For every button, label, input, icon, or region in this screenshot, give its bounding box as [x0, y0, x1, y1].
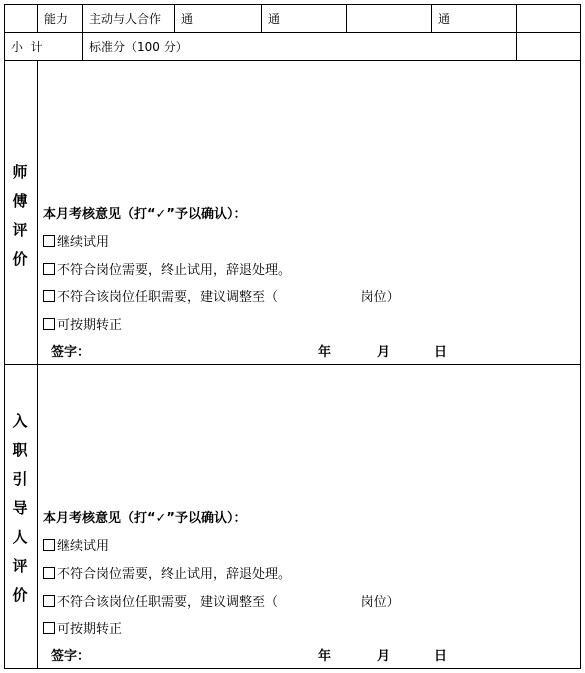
guide-year-label: 年	[318, 649, 332, 664]
mentor-char: 评	[12, 221, 28, 239]
mentor-option-transfer[interactable]	[43, 290, 400, 305]
guide-sign-label: 签字：	[51, 649, 91, 664]
rule-col-label	[37, 60, 38, 668]
option-label: 继续试用	[57, 539, 110, 554]
guide-char: 导	[12, 499, 28, 517]
option-label: 可按期转正	[57, 318, 123, 333]
guide-day-label: 日	[434, 649, 448, 664]
rule-col-c	[174, 4, 175, 32]
checkbox[interactable]	[43, 290, 55, 302]
mentor-year-label: 年	[318, 345, 332, 360]
guide-option-continue[interactable]	[43, 539, 109, 554]
rule-top	[4, 4, 581, 5]
guide-heading: 本月考核意见（打“✓”予以确认）：	[43, 511, 247, 526]
rule-col-e	[346, 4, 347, 32]
rule-col-f	[431, 4, 432, 32]
mentor-char: 傅	[12, 192, 28, 210]
mentor-option-continue[interactable]	[43, 235, 109, 250]
rule-right	[580, 4, 581, 669]
rule-col-d	[261, 4, 262, 32]
rule-section-divider	[4, 364, 581, 365]
subtotal-label: 小 计	[11, 40, 43, 54]
option-label: 不符合岗位需要，终止试用，辞退处理。	[57, 263, 292, 278]
checkbox[interactable]	[43, 595, 55, 607]
checkbox[interactable]	[43, 235, 55, 247]
guide-option-transfer[interactable]	[43, 595, 400, 610]
ability-cell-1: 通	[181, 12, 194, 26]
checkbox[interactable]	[43, 263, 55, 275]
checkbox[interactable]	[43, 622, 55, 634]
guide-char: 职	[12, 441, 28, 459]
option-label: 不符合岗位需要，终止试用，辞退处理。	[57, 567, 292, 582]
rule-bottom	[4, 668, 581, 669]
guide-char: 入	[12, 412, 28, 430]
checkbox[interactable]	[43, 567, 55, 579]
option-label: 不符合该岗位任职需要，建议调整至（ 岗位）	[57, 290, 400, 305]
guide-vertical-label	[11, 407, 29, 610]
ability-cell-4: 通	[438, 12, 451, 26]
guide-char: 评	[12, 557, 28, 575]
checkbox[interactable]	[43, 539, 55, 551]
subtotal-standard: 标准分（100 分）	[89, 40, 188, 54]
ability-cell-2: 通	[268, 12, 281, 26]
mentor-heading: 本月考核意见（打“✓”予以确认）：	[43, 207, 247, 222]
option-label: 继续试用	[57, 235, 110, 250]
guide-char: 人	[12, 528, 28, 546]
option-label: 不符合该岗位任职需要，建议调整至（ 岗位）	[57, 595, 400, 610]
rule-row1-bottom	[4, 32, 581, 33]
option-label: 可按期转正	[57, 622, 123, 637]
guide-month-label: 月	[377, 649, 391, 664]
rule-left	[4, 4, 5, 669]
guide-option-terminate[interactable]	[43, 567, 291, 582]
rule-col-b	[82, 4, 83, 60]
guide-char: 引	[12, 470, 28, 488]
rule-col-a	[37, 4, 38, 32]
mentor-day-label: 日	[434, 345, 448, 360]
mentor-char: 价	[12, 250, 28, 268]
guide-char: 价	[12, 586, 28, 604]
rule-col-g	[516, 4, 517, 60]
guide-option-regularize[interactable]	[43, 622, 122, 637]
rule-row2-bottom	[4, 60, 581, 61]
mentor-option-regularize[interactable]	[43, 318, 122, 333]
mentor-month-label: 月	[377, 345, 391, 360]
mentor-char: 师	[12, 163, 28, 181]
ability-label: 能力	[44, 12, 69, 26]
mentor-vertical-label	[11, 158, 29, 274]
ability-item: 主动与人合作	[89, 12, 162, 26]
mentor-sign-label: 签字：	[51, 345, 91, 360]
mentor-option-terminate[interactable]	[43, 263, 291, 278]
checkbox[interactable]	[43, 318, 55, 330]
